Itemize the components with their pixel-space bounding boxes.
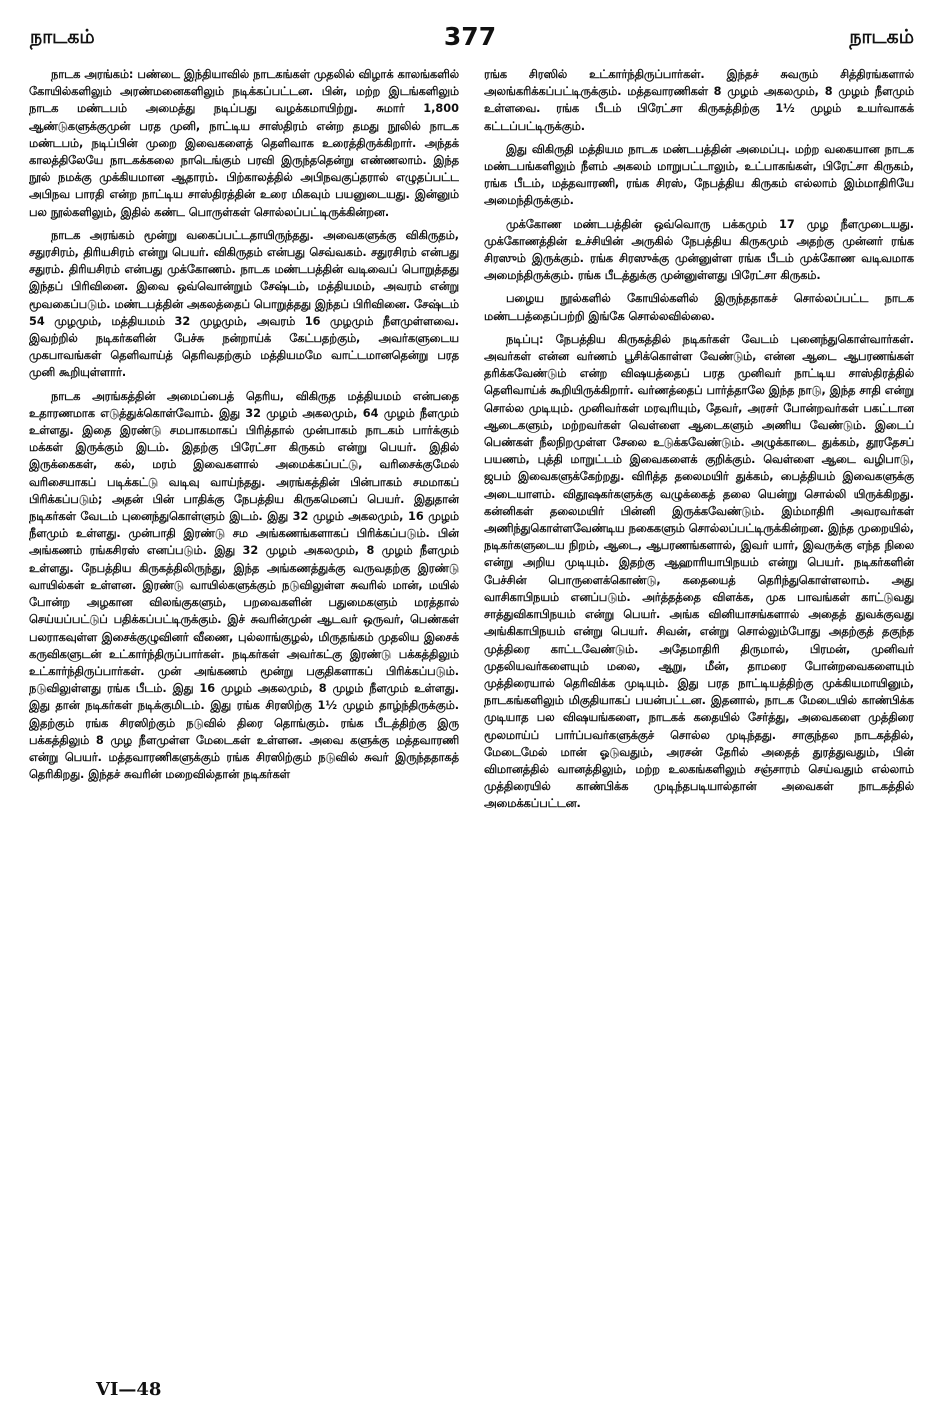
paragraph [484,66,914,135]
paragraph [484,290,914,324]
paragraph-heading: நாடக அரங்கம்: [51,68,134,81]
paragraph [484,141,914,210]
paragraph [29,227,459,382]
paragraph [29,388,459,784]
right-column [484,66,914,1366]
paragraph-text: பண்டை இந்தியாவில் நாடகங்கள் முதலில் விழாக் காலங்களில் கோயில்களிலும் அரண்மனைகளிலும் நடிக்கப்பட்டன. பின், மற்ற இடங்களிலும் நாடக மண்டபம் அமைத்து நடிப்பது வழக்கமாயிற்று. சுமார் 1,800 ஆண்டுகளுக்குமுன் பரத முனி, நாட்டிய சாஸ்திரம் என்ற தமது நூலில் நாடக மண்டபம், நடிப்பின் முறை இவைகளைத் தெளிவாக உரைத்திருக்கிறார். அந்தக் காலத்திலேயே நாடகக்கலை நாடெங்கும் பரவி இருந்ததென்று எண்ணலாம். இந்த நூல் நமக்கு முக்கியமான ஆதாரம். பிற்காலத்தில் அபிநவகுப்தரால் எழுதப்பட்ட அபிநவ பாரதி என்ற நாட்டிய சாஸ்திரத்தின் உரை மிகவும் பயனுடையது. இன்னும் பல நூல்களிலும், இதில் கண்ட பொருள்கள் சொல்லப்பட்டிருக்கின்றன. [29,68,459,219]
paragraph [484,331,914,813]
running-header-right: நாடகம் [849,26,914,48]
page-number: 377 [443,22,497,51]
paragraph-text: இது விகிருதி மத்தியம நாடக மண்டபத்தின் அமைப்பு. மற்ற வகையான நாடக மண்டபங்களிலும் நீளம் அகலம் மாறுபட்டாலும், உட்பாகங்கள், பிரேட்சா கிருகம், ரங்க பீடம், மத்தவாரணி, ரங்க சிரஸ், நேபத்திய கிருகம் எல்லாம் இம்மாதிரியே அமைந்திருக்கும். [484,142,914,208]
signature-mark: VI—48 [96,1379,162,1400]
left-column [29,66,459,1366]
paragraph-text: நாடக அரங்கம் மூன்று வகைப்பட்டதாயிருந்தது. அவைகளுக்கு விகிருதம், சதுரசிரம், திரியசிரம் என்று பெயர். விகிருதம் என்பது செவ்வகம். சதுரசிரம் என்பது சதுரம். திரியசிரம் என்பது முக்கோணம். நாடக மண்டபத்தின் வடிவைப் பொறுத்தது இந்தப் பிரிவினை. இவை ஒவ்வொன்றும் சேஷ்டம், மத்தியமம், அவரம் என்று மூவகைப்படும். மண்டபத்தின் அகலத்தைப் பொறுத்தது இந்தப் பிரிவினை. சேஷ்டம் 54 முழமும், மத்தியமம் 32 முழமும், அவரம் 16 முழமும் நீளமுள்ளவை. இவற்றில் நடிகர்களின் பேச்சு நன்றாய்க் கேட்பதற்கும், அவர்களுடைய முகபாவங்கள் தெளிவாய்த் தெரிவதற்கும் மத்தியமமே வாட்டமானதென்று பரத முனி கூறியுள்ளார். [29,228,459,380]
paragraph-text: நேபத்திய கிருகத்தில் நடிகர்கள் வேடம் புனைந்துகொள்வார்கள். அவர்கள் என்ன வர்ணம் பூசிக்கொள்ள வேண்டும், என்ன ஆடை ஆபரணங்கள் தரிக்கவேண்டும் என்ற விஷயத்தைப் பரத முனிவர் நாட்டிய சாஸ்திரத்தில் தெளிவாய்க் கூறியிருக்கிறார். வர்ணத்தைப் பார்த்தாலே இந்த நாடு, இந்த சாதி என்று சொல்ல முடியும். முனிவர்கள் மரவுரியும், தேவர், அரசர் போன்றவர்கள் பகட்டான ஆடைகளும், மற்றவர்கள் வெள்ளை ஆடைகளும் அணிய வேண்டும். இடைப் பெண்கள் நீலநிறமுள்ள சேலை உடுக்கவேண்டும். அழுக்காடை துக்கம், தூரதேசப் பயணம், புத்தி மாறுட்டம் இவைகளைக் குறிக்கும். வெள்ளை ஆடை வழிபாடு, ஜபம் இவைகளுக்கேற்றது. விரித்த தலைமயிர் துக்கம், பைத்தியம் இவைகளுக்கு அடையாளம். விதூஷகர்களுக்கு வழுக்கைத் தலை யென்று சொல்லி யிருக்கிறது. கன்னிகள் தலைமயிர் பின்னி இருக்கவேண்டும். இம்மாதிரி அவரவர்கள் அணிந்துகொள்ளவேண்டிய நகைகளும் சொல்லப்பட்டிருக்கின்றன. இந்த முறையில், நடிகர்களுடைய நிறம், ஆடை, ஆபரணங்களால், இவர் யார், இவருக்கு எந்த நிலை என்று அறிய முடியும். இதற்கு ஆஹாரியாபிநயம் என்று பெயர். நடிகர்களின் பேச்சின் பொருளைக்கொண்டு, கதையைத் தெரிந்துகொள்ளலாம். அது வாசிகாபிநயம் எனப்படும். அர்த்தத்தை விளக்க, முக பாவங்கள் காட்டுவது சாத்துவிகாபிநயம் என்று பெயர். அங்க வினியாசங்களால் அதைத் துவக்குவது அங்கிகாபிநயம் என்று பெயர். சிவன், என்று சொல்லும்போது அதற்குத் தகுந்த முத்திரை காட்டவேண்டும். அதேமாதிரி திருமால், பிரமன், முனிவர் முதலியவர்களையும் மலை, ஆறு, மீன், தாமரை போன்றவைகளையும் முத்திரையால் தெரிவிக்க முடியும். இது பரத நாட்டியத்திற்கு முக்கியமாயினும், நாடகங்களிலும் மிகுதியாகப் பயன்பட்டன. இதனால், நாடக மேடையில் காண்பிக்க முடியாத பல விஷயங்களை, நாடகக் கதையில் சேர்த்து, அவைகளை முத்திரை மூலமாய்ப் பார்ப்பவர்களுக்குச் சொல்ல முடிந்தது. சாகுந்தல நாடகத்தில், மேடைமேல் மான் ஓடுவதும், அரசன் தேரில் அதைத் துரத்துவதும், பின் விமானத்தில் வானத்திலும், மற்ற உலகங்களிலும் சஞ்சாரம் செய்வதும் எல்லாம் முத்திரையில் காண்பிக்க முடிந்தபடியால்தான் அவைகள் நாடகத்தில் அமைக்கப்பட்டன. [484,332,914,811]
paragraph-heading: நடிப்பு: [506,332,544,346]
paragraph [484,216,914,285]
paragraph-text: நாடக அரங்கத்தின் அமைப்பைத் தெரிய, விகிருத மத்தியமம் என்பதை உதாரணமாக எடுத்துக்கொள்வோம். இது 32 முழம் அகலமும், 64 முழம் நீளமும் உள்ளது. இதை இரண்டு சமபாகமாகப் பிரித்தால் முன்பாகம் நாடகம் பார்க்கும் மக்கள் இருக்கும் இடம். இதற்கு பிரேட்சா கிருகம் என்று பெயர். இதில் இருக்கைகள், கல், மரம் இவைகளால் அமைக்கப்பட்டு, வரிசைக்குமேல் வரிசையாகப் படிக்கட்டு வடிவு வாய்ந்தது. அரங்கத்தின் பின்பாகம் சமமாகப் பிரிக்கப்படும்; அதன் பின் பாதிக்கு நேபத்திய கிருகமெனப் பெயர். இதுதான் நடிகர்கள் வேடம் புனைந்துகொள்ளும் இடம். இது 32 முழம் அகலமும், 16 முழம் நீளமும் உள்ளது. முன்பாதி இரண்டு சம அங்கணங்களாகப் பிரிக்கப்படும். பின் அங்கணம் ரங்கசிரஸ் எனப்படும். இது 32 முழம் அகலமும், 8 முழம் நீளமும் உள்ளது. நேபத்திய கிருகத்திலிருந்து, இந்த அங்கணத்துக்கு வருவதற்கு இரண்டு வாயில்கள் உள்ளன. இரண்டு வாயில்களுக்கும் நடுவிலுள்ள சுவரில் மான், மயில் போன்ற அழகான விலங்குகளும், பறவைகளின் பதுமைகளும் மரத்தால் செய்யப்பட்டுப் பதிக்கப்பட்டிருக்கும். இச் சுவரின்முன் ஆடவர் ஒருவர், பெண்கள் பலராகவுள்ள இசைக்குழுவினர் வீணை, புல்லாங்குழல், மிருதங்கம் முதலிய இசைக் கருவிகளுடன் உட்கார்ந்திருப்பார்கள். நடிகர்கள் அவர்கட்கு இரண்டு பக்கத்திலும் உட்கார்ந்திருப்பார்கள். முன் அங்கணம் மூன்று பகுதிகளாகப் பிரிக்கப்படும். நடுவிலுள்ளது ரங்க பீடம். இது 16 முழம் அகலமும், 8 முழம் நீளமும் உள்ளது. இது தான் நடிகர்கள் நடிக்குமிடம். இது ரங்க சிரஸிற்கு 1½ முழம் தாழ்ந்திருக்கும். இதற்கும் ரங்க சிரஸிற்கும் நடுவில் திரை தொங்கும். ரங்க பீடத்திற்கு இரு பக்கத்திலும் 8 முழ நீளமுள்ள மேடைகள் உள்ளன. அவை களுக்கு மத்தவாரணி என்று பெயர். மத்தவாரணிகளுக்கும் ரங்க சிரஸிற்கும் நடுவில் சுவர் இருந்ததாகத் தெரிகிறது. இந்தச் சுவரின் மறைவில்தான் நடிகர்கள் [29,389,459,782]
paragraph-text: முக்கோண மண்டபத்தின் ஒவ்வொரு பக்கமும் 17 முழ நீளமுடையது. முக்கோணத்தின் உச்சியின் அருகில் நேபத்திய கிருகமும் அதற்கு முன்னர் ரங்க சிரஸும் இருக்கும். ரங்க சிரஸுக்கு முன்னுள்ள ரங்க பீடம் முக்கோண வடிவமாக அமைந்திருக்கும். ரங்க பீடத்துக்கு முன்னுள்ளது பிரேட்சா கிருகம். [484,217,914,283]
paragraph [29,66,459,221]
paragraph-text: பழைய நூல்களில் கோயில்களில் இருந்ததாகச் சொல்லப்பட்ட நாடக மண்டபத்தைப்பற்றி இங்கே சொல்லவில்லை. [484,292,914,323]
paragraph-text: ரங்க சிரஸில் உட்கார்ந்திருப்பார்கள். இந்தச் சுவரும் சித்திரங்களால் அலங்கரிக்கப்பட்டிருக்கும். மத்தவாரணிகள் 8 முழம் அகலமும், 8 முழம் நீளமும் உள்ளவை. ரங்க பீடம் பிரேட்சா கிருகத்திற்கு 1½ முழம் உயர்வாகக் கட்டப்பட்டிருக்கும். [484,68,914,133]
running-header-left: நாடகம் [30,26,95,48]
